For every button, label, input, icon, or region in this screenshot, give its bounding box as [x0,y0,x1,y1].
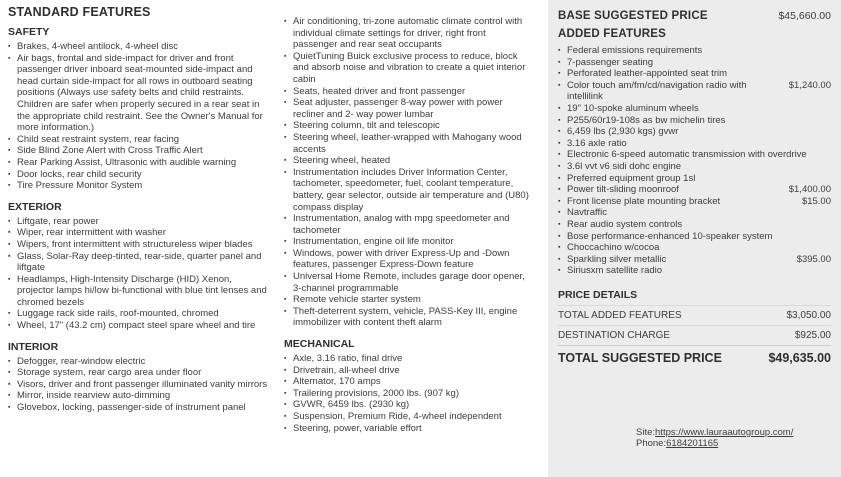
feature-text: Steering column, tilt and telescopic [293,120,440,132]
feature-item [284,294,530,306]
feature-text: Door locks, rear child security [17,168,142,180]
bullet-icon: ▪ [284,249,287,257]
feature-item [284,423,530,435]
price-row-value: $925.00 [794,329,831,341]
feature-item [284,365,530,377]
continued-features-column [276,0,534,477]
feature-item [8,320,270,332]
bullet-icon: ▪ [558,58,561,66]
bullet-icon: ▪ [284,99,287,107]
section-heading: INTERIOR [8,340,59,353]
feature-item [558,242,831,254]
bullet-icon: ▪ [8,252,11,260]
bullet-icon: ▪ [284,413,287,420]
price-detail-row [558,325,831,345]
bullet-icon: ▪ [284,355,287,363]
feature-item [8,274,270,309]
bullet-icon: ▪ [8,54,11,62]
feature-text: Glass, Solar-Ray deep-tinted, rear-side, quarter panel and liftgate [17,250,262,274]
feature-text: 19" 10-spoke aluminum wheels [567,102,699,114]
price-detail-row [558,305,831,325]
bullet-icon: ▪ [8,392,11,400]
feature-item [284,120,530,132]
feature-item [8,402,270,414]
feature-item [558,80,831,103]
bullet-icon: ▪ [284,87,287,95]
bullet-icon: ▪ [284,52,287,60]
bullet-icon: ▪ [8,369,11,377]
standard-features-column [0,0,276,477]
feature-text: Headlamps, High-Intensity Discharge (HID) Xenon, projector lamps hi/low bi-functional with blue tint lenses and chromed bezels [17,273,267,308]
feature-text: Drivetrain, all-wheel drive [293,364,400,376]
feature-text: Preferred equipment group 1sl [567,172,696,184]
feature-item [558,207,831,219]
phone-line [636,438,831,450]
bullet-icon: ▪ [284,168,287,176]
feature-item [8,157,270,169]
bullet-icon: ▪ [558,151,561,159]
feature-item [284,132,530,155]
dealer-contact [636,427,831,450]
bullet-icon: ▪ [284,296,287,304]
bullet-icon: ▪ [558,267,561,275]
feature-text: 7-passenger seating [567,56,654,68]
feature-item [8,379,270,391]
feature-item [8,216,270,228]
feature-item [284,411,530,423]
bullet-icon: ▪ [284,122,287,130]
feature-item [558,231,831,243]
feature-text: Wiper, rear intermittent with washer [17,227,166,239]
feature-text: Seat adjuster, passenger 8-way power with power recliner and 2- way power lumbar [293,97,503,120]
bullet-icon: ▪ [558,186,561,194]
bullet-icon: ▪ [284,401,287,409]
feature-item [284,86,530,98]
base-price-value: $45,660.00 [778,10,831,22]
feature-item [284,271,530,294]
bullet-icon: ▪ [8,404,11,412]
bullet-icon: ▪ [8,310,11,318]
feature-text: Front license plate mounting bracket [567,195,721,207]
feature-text: Bose performance-enhanced 10-speaker system [567,230,773,242]
feature-text: Tire Pressure Monitor System [17,180,143,192]
feature-text: Side Blind Zone Alert with Cross Traffic Alert [17,145,203,157]
feature-item [284,51,530,86]
feature-text: Rear Parking Assist, Ultrasonic with audible warning [17,156,237,168]
bullet-icon: ▪ [558,197,561,205]
feature-item [8,169,270,181]
feature-item [284,388,530,400]
bullet-icon: ▪ [558,70,561,78]
feature-text: Federal emissions requirements [567,45,703,56]
base-price-row [558,10,831,22]
site-link[interactable]: https://www.lauraautogroup.com/ [655,426,794,438]
total-price-row [558,345,831,371]
phone-label: Phone: [636,438,667,450]
feature-text: Liftgate, rear power [17,215,99,227]
feature-text: Windows, power with driver Express-Up and -Down features, passenger Express-Down feature [293,247,510,271]
feature-item [284,306,530,329]
bullet-icon: ▪ [284,366,287,374]
bullet-icon: ▪ [558,162,561,170]
feature-text: Alternator, 170 amps [293,376,381,388]
bullet-icon: ▪ [558,104,561,112]
feature-text: Instrumentation includes Driver Information Center, tachometer, speedometer, fuel, coolant temperature, battery, gear selector, outside air temperature and (U80) compass display [293,166,529,213]
feature-text: Air bags, frontal and side-impact for driver and front passenger driver inboard seat-mounted side-impact and head curtain side-impact for all rows in outboard seating positions (Always use safety belts and child restraints. Children are safer when properly secured in a rear seat in the appropriate child restraint. See the Owner's Manual for more information.) [17,52,263,134]
pricing-panel [548,0,841,477]
feature-item [8,308,270,320]
feature-text: Storage system, rear cargo area under floor [17,367,202,379]
bullet-icon: ▪ [558,255,561,263]
bullet-icon: ▪ [8,380,11,388]
feature-text: Wheel, 17" (43.2 cm) compact steel spare wheel and tire [17,320,256,332]
feature-item [558,161,831,173]
feature-item [284,16,530,51]
section-heading: EXTERIOR [8,200,62,213]
bullet-icon: ▪ [8,229,11,237]
feature-item [284,167,530,213]
feature-price: $1,240.00 [788,79,831,91]
feature-text: Remote vehicle starter system [293,294,421,306]
added-features-list [558,45,831,277]
price-details-title: PRICE DETAILS [558,288,638,301]
bullet-icon: ▪ [558,209,561,217]
feature-item [558,45,831,57]
bullet-icon: ▪ [558,220,561,228]
bullet-icon: ▪ [8,43,11,50]
feature-item [284,155,530,167]
bullet-icon: ▪ [8,322,11,330]
feature-text: Wipers, front intermittent with structureless wiper blades [17,238,253,250]
bullet-icon: ▪ [8,158,11,166]
feature-item [558,254,831,266]
added-features-title: ADDED FEATURES [558,28,667,40]
feature-item [8,145,270,157]
feature-text: 3.6l vvt v6 sidi dohc engine [567,160,682,172]
bullet-icon: ▪ [284,424,287,432]
feature-item [558,57,831,69]
feature-item [284,248,530,271]
price-row-label: DESTINATION CHARGE [558,329,671,341]
total-price-value: $49,635.00 [768,350,831,365]
feature-text: Universal Home Remote, includes garage door opener, 3-channel programmable [293,271,525,294]
feature-item [558,219,831,231]
feature-text: Visors, driver and front passenger illuminated vanity mirrors [17,378,268,390]
base-price-label: BASE SUGGESTED PRICE [558,10,708,22]
bullet-icon: ▪ [8,357,11,365]
feature-item [8,356,270,368]
feature-text: Perforated leather-appointed seat trim [567,68,728,80]
feature-item [284,97,530,120]
feature-item [558,115,831,127]
feature-text: Sparkling silver metallic [567,253,667,265]
bullet-icon: ▪ [558,139,561,147]
feature-item [558,103,831,115]
price-row-value: $3,050.00 [786,309,831,321]
feature-text: Seats, heated driver and front passenger [293,85,466,97]
feature-item [558,196,831,208]
feature-price: $395.00 [796,253,831,265]
feature-text: Mirror, inside rearview auto-dimming [17,390,171,402]
feature-text: Axle, 3.16 ratio, final drive [293,353,403,365]
feature-text: Navtraffic [567,207,607,219]
feature-text: Defogger, rear-window electric [17,355,146,367]
feature-item [8,53,270,134]
bullet-icon: ▪ [8,147,11,155]
feature-item [8,180,270,192]
bullet-icon: ▪ [8,170,11,178]
feature-text: Electronic 6-speed automatic transmission with overdrive [567,149,807,161]
bullet-icon: ▪ [284,273,287,281]
feature-text: Theft-deterrent system, vehicle, PASS-Key III, engine immobilizer with content theft alarm [293,305,518,329]
feature-text: GVWR, 6459 lbs. (2930 kg) [293,399,410,411]
site-label: Site: [636,426,656,438]
feature-item [284,236,530,248]
feature-text: QuietTuning Buick exclusive process to reduce, block and absorb noise and vibration to create a quiet interior cabin [293,50,526,85]
feature-text: Air conditioning, tri-zone automatic climate control with individual climate settings for driver, right front passenger and rear seat occupants [293,16,523,51]
feature-item [8,134,270,146]
feature-text: Instrumentation, engine oil life monitor [293,236,454,248]
feature-item [558,138,831,150]
feature-item [284,213,530,236]
bullet-icon: ▪ [8,135,11,143]
bullet-icon: ▪ [284,238,287,246]
bullet-icon: ▪ [8,275,11,283]
feature-item [558,184,831,196]
feature-text: Choccachino w/cocoa [567,242,660,254]
feature-item [8,367,270,379]
bullet-icon: ▪ [558,116,561,124]
feature-text: Trailering provisions, 2000 lbs. (907 kg) [293,387,459,399]
bullet-icon: ▪ [284,378,287,386]
bullet-icon: ▪ [558,232,561,240]
feature-text: Power tilt-sliding moonroof [567,184,679,196]
price-rows [558,305,831,345]
feature-text: Glovebox, locking, passenger-side of instrument panel [17,402,246,414]
phone-link[interactable]: 6184201165 [666,438,719,450]
feature-item [284,376,530,388]
feature-text: Instrumentation, analog with mpg speedometer and tachometer [293,213,510,236]
feature-text: Steering wheel, heated [293,155,391,167]
bullet-icon: ▪ [8,182,11,190]
feature-item [8,227,270,239]
feature-text: Luggage rack side rails, roof-mounted, chromed [17,308,219,320]
bullet-icon: ▪ [284,18,287,25]
feature-text: Child seat restraint system, rear facing [17,133,180,145]
section-heading: SAFETY [8,26,50,38]
bullet-icon: ▪ [558,47,561,54]
site-line [636,427,831,439]
feature-item [284,353,530,365]
feature-item [8,390,270,402]
feature-text: Siriusxm satellite radio [567,265,663,277]
feature-text: Color touch am/fm/cd/navigation radio with intellilink [567,79,747,103]
bullet-icon: ▪ [284,389,287,397]
feature-item [558,265,831,277]
total-price-label: TOTAL SUGGESTED PRICE [558,350,722,365]
feature-price: $1,400.00 [788,184,831,196]
bullet-icon: ▪ [284,307,287,315]
feature-text: Brakes, 4-wheel antilock, 4-wheel disc [17,41,179,52]
feature-text: P255/60r19-108s as bw michelin tires [567,114,726,126]
bullet-icon: ▪ [284,215,287,223]
feature-item [558,68,831,80]
feature-item [558,149,831,161]
feature-item [284,399,530,411]
bullet-icon: ▪ [8,240,11,248]
feature-item [8,41,270,53]
section-heading: MECHANICAL [284,338,355,351]
standard-features-title: STANDARD FEATURES [8,5,151,19]
feature-item [8,239,270,251]
standard-features-sections [8,26,270,414]
feature-price: $15.00 [801,195,831,207]
feature-item [558,126,831,138]
feature-text: Steering, power, variable effort [293,422,422,434]
feature-text: 6,459 lbs (2,930 kgs) gvwr [567,126,679,138]
middle-sections [284,16,530,434]
bullet-icon: ▪ [558,128,561,136]
bullet-icon: ▪ [558,174,561,182]
feature-text: 3.16 axle ratio [567,137,627,149]
feature-item [558,173,831,185]
feature-text: Suspension, Premium Ride, 4-wheel independent [293,411,502,422]
feature-text: Steering wheel, leather-wrapped with Mahogany wood accents [293,131,522,155]
bullet-icon: ▪ [284,133,287,141]
bullet-icon: ▪ [558,244,561,252]
bullet-icon: ▪ [284,157,287,165]
bullet-icon: ▪ [8,217,11,225]
feature-item [8,251,270,274]
price-row-label: TOTAL ADDED FEATURES [558,309,682,321]
bullet-icon: ▪ [558,81,561,89]
feature-text: Rear audio system controls [567,218,683,230]
